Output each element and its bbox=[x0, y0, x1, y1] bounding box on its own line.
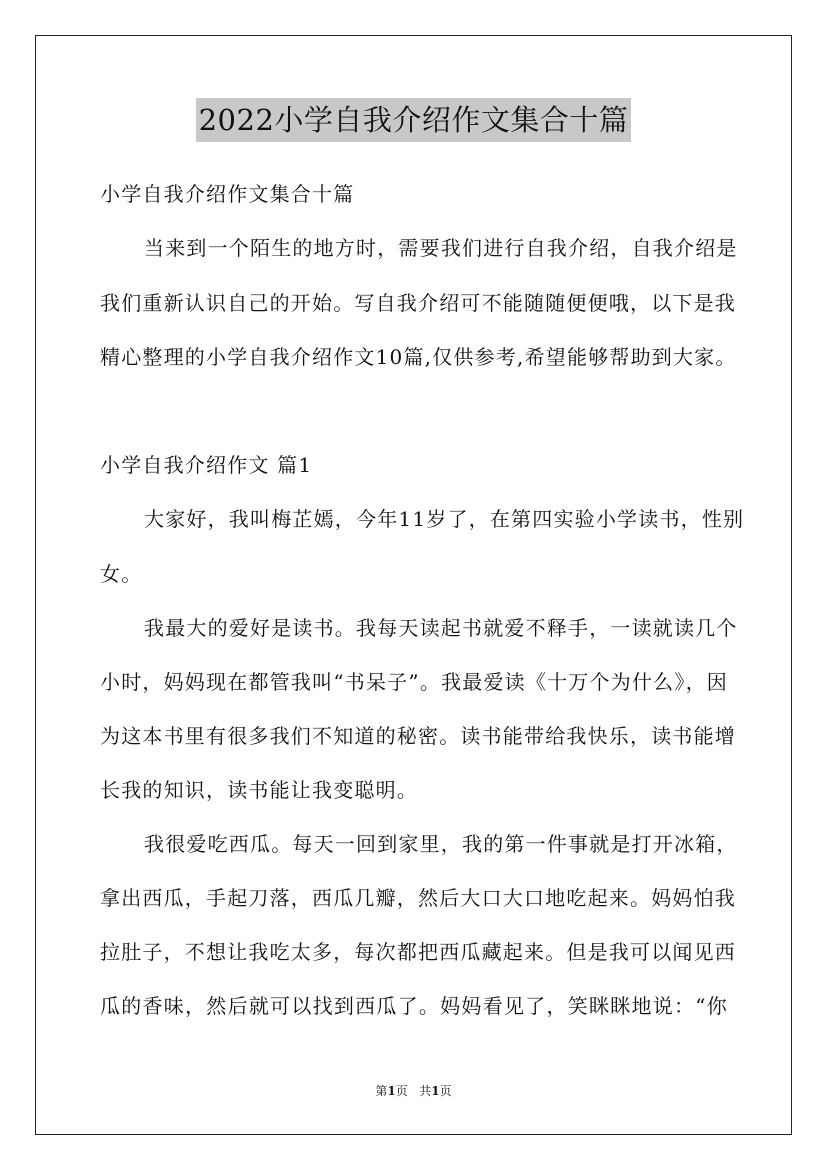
paragraph-line: 女。 bbox=[100, 562, 143, 586]
paragraph-line: 拉肚子，不想让我吃太多，每次都把西瓜藏起来。但是我可以闻见西 bbox=[100, 940, 736, 964]
total-pages: 1 bbox=[431, 1084, 440, 1098]
paragraph-line: 我很爱吃西瓜。每天一回到家里，我的第一件事就是打开冰箱， bbox=[144, 832, 738, 856]
intro-line: 当来到一个陌生的地方时，需要我们进行自我介绍，自我介绍是 bbox=[144, 236, 738, 260]
paragraph-line: 拿出西瓜，手起刀落，西瓜几瓣，然后大口大口地吃起来。妈妈怕我 bbox=[100, 886, 736, 910]
document-body bbox=[100, 0, 745, 1170]
total-suffix: 页 bbox=[439, 1084, 452, 1098]
page-prefix: 第 bbox=[375, 1084, 388, 1098]
paragraph-line: 我最大的爱好是读书。我每天读起书就爱不释手，一读就读几个 bbox=[144, 616, 738, 640]
paragraph-line: 长我的知识，读书能让我变聪明。 bbox=[100, 778, 418, 802]
paragraph-line: 为这本书里有很多我们不知道的秘密。读书能带给我快乐，读书能增 bbox=[100, 724, 736, 748]
intro-line: 精心整理的小学自我介绍作文10篇,仅供参考,希望能够帮助到大家。 bbox=[100, 345, 737, 369]
paragraph-line: 小时，妈妈现在都管我叫“书呆子”。我最爱读《十万个为什么》，因 bbox=[100, 670, 728, 694]
document-subtitle: 小学自我介绍作文集合十篇 bbox=[100, 182, 355, 206]
page-footer bbox=[0, 1083, 827, 1099]
intro-line: 我们重新认识自己的开始。写自我介绍可不能随随便便哦，以下是我 bbox=[100, 291, 736, 315]
page-number: 1 bbox=[387, 1084, 396, 1098]
paragraph-line: 大家好，我叫梅芷嫣，今年11岁了，在第四实验小学读书，性别 bbox=[144, 507, 745, 531]
section-heading: 小学自我介绍作文 篇1 bbox=[100, 453, 313, 477]
paragraph-line: 瓜的香味，然后就可以找到西瓜了。妈妈看见了，笑眯眯地说：“你 bbox=[100, 994, 728, 1018]
page-suffix: 页 bbox=[395, 1084, 408, 1098]
document-title: 2022小学自我介绍作文集合十篇 bbox=[196, 98, 632, 142]
total-prefix: 共 bbox=[419, 1084, 432, 1098]
